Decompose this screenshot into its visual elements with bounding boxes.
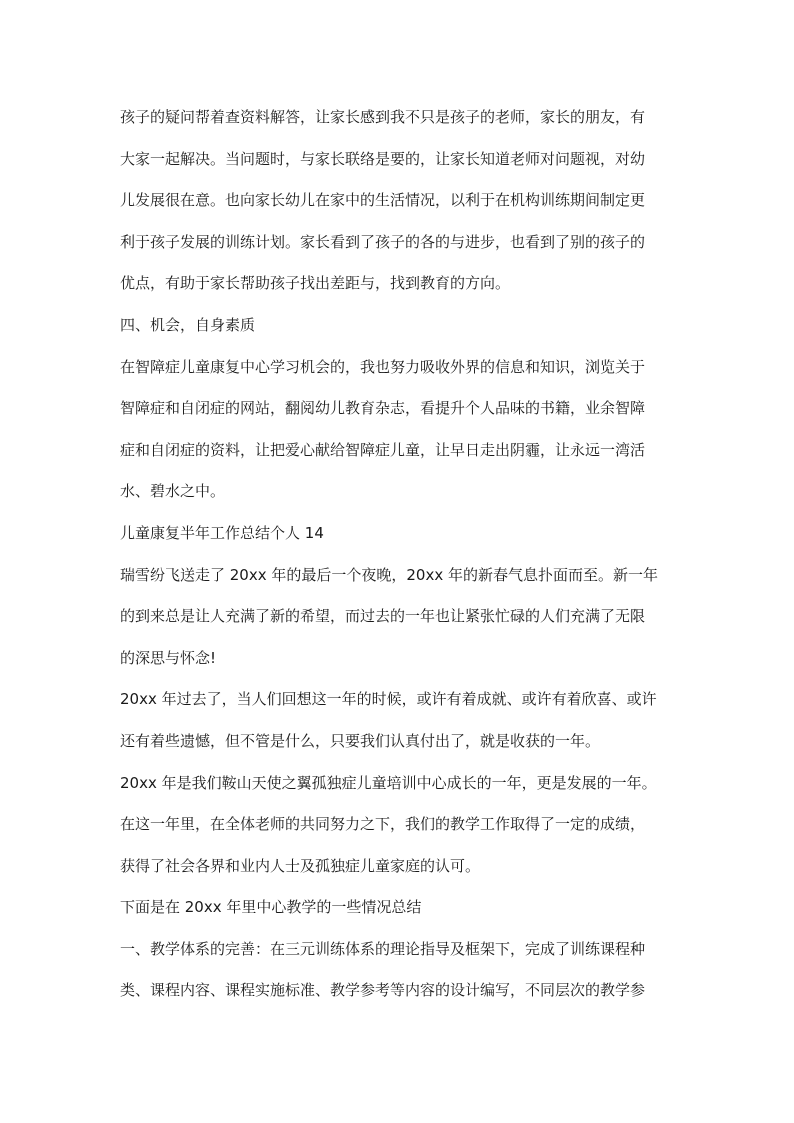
text-line: 下面是在 20xx 年里中心教学的一些情况总结 [120,898,422,917]
text-line: 获得了社会各界和业内人士及孤独症儿童家庭的认可。 [120,856,481,875]
text-line: 20xx 年是我们鞍山天使之翼孤独症儿童培训中心成长的一年，更是发展的一年。 [120,773,657,792]
document-body [120,97,676,1012]
text-line: 的到来总是让人充满了新的希望，而过去的一年也让紧张忙碌的人们充满了无限 [120,607,646,626]
text-line: 在这一年里，在全体老师的共同努力之下，我们的教学工作取得了一定的成绩， [120,815,646,834]
text-line: 类、课程内容、课程实施标准、教学参考等内容的设计编写，不同层次的教学参 [120,981,646,1000]
section-heading: 四、机会，自身素质 [120,315,256,334]
text-line: 孩子的疑问帮着查资料解答，让家长感到我不只是孩子的老师，家长的朋友，有 [120,108,646,126]
text-line: 利于孩子发展的训练计划。家长看到了孩子的各的与进步，也看到了别的孩子的 [120,232,646,251]
text-line: 的深思与怀念! [120,648,217,667]
text-line: 瑞雪纷飞送走了 20xx 年的最后一个夜晚，20xx 年的新春气息扑面而至。新一年 [120,565,658,584]
text-line: 20xx 年过去了，当人们回想这一年的时候，或许有着成就、或许有着欣喜、或许 [120,690,657,709]
text-line: 儿发展很在意。也向家长幼儿在家中的生活情况，以利于在机构训练期间制定更 [120,191,646,210]
text-line: 症和自闭症的资料，让把爱心献给智障症儿童，让早日走出阴霾，让永远一湾活 [120,440,646,459]
article-title: 儿童康复半年工作总结个人 14 [120,523,324,542]
text-line: 在智障症儿童康复中心学习机会的，我也努力吸收外界的信息和知识，浏览关于 [120,357,646,376]
text-line: 优点，有助于家长帮助孩子找出差距与，找到教育的方向。 [120,274,511,293]
text-line: 还有着些遗憾，但不管是什么，只要我们认真付出了，就是收获的一年。 [120,731,601,750]
text-line: 一、教学体系的完善：在三元训练体系的理论指导及框架下，完成了训练课程种 [120,939,646,958]
text-line: 智障症和自闭症的网站，翻阅幼儿教育杂志，看提升个人品味的书籍，业余智障 [120,399,646,418]
text-line: 水、碧水之中。 [120,482,226,501]
text-line: 大家一起解决。当问题时，与家长联络是要的，让家长知道老师对问题视，对幼 [120,149,646,168]
